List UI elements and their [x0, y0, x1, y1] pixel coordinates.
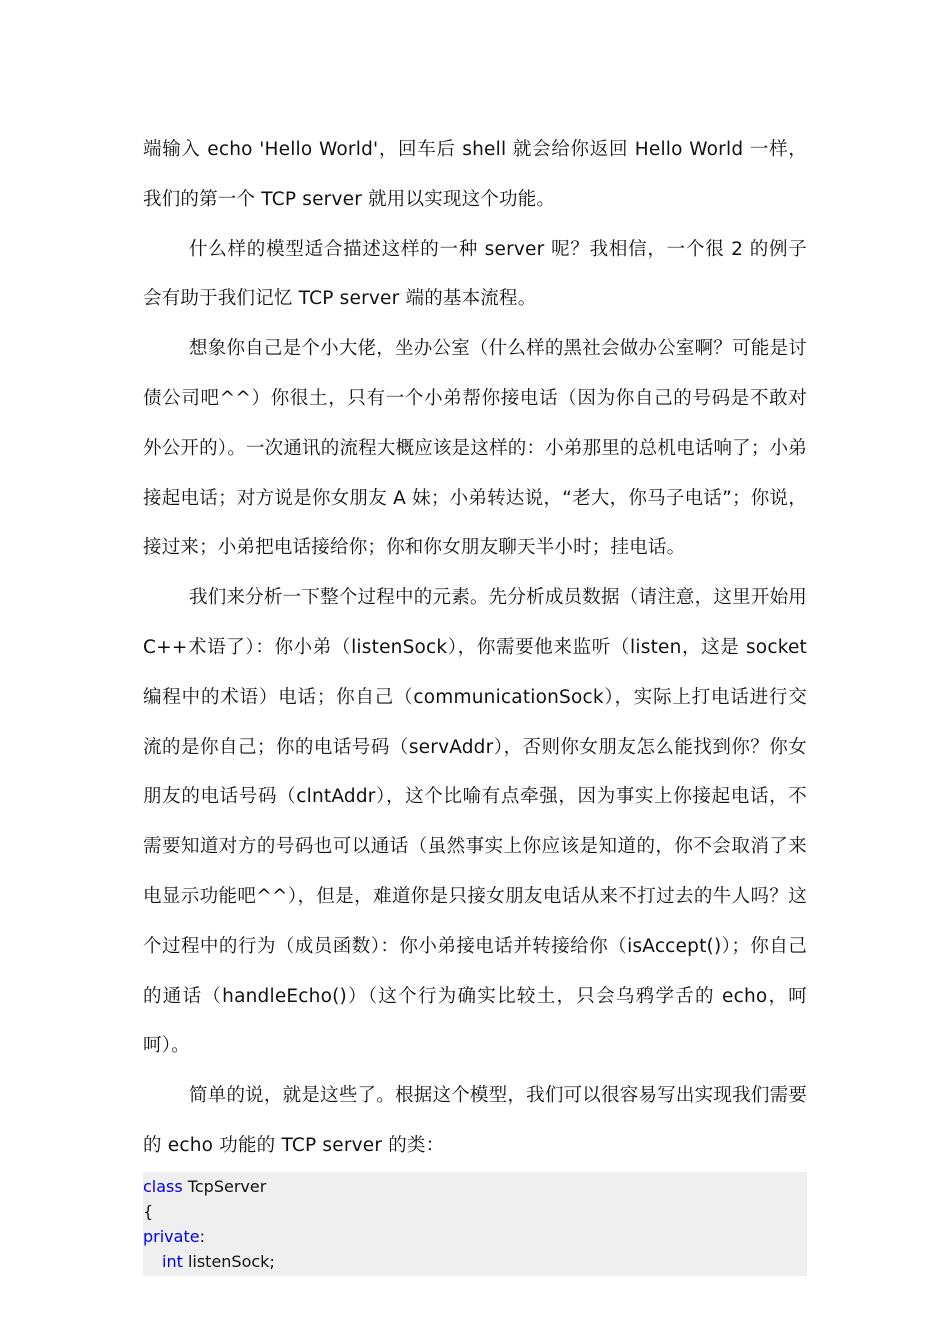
paragraph-summary: 简单的说，就是这些了。根据这个模型，我们可以很容易写出实现我们需要的 echo 功能的 TCP server 的类：: [143, 1085, 807, 1156]
paragraph-boss-analogy: 想象你自己是个小大佬，坐办公室（什么样的黑社会做办公室啊？可能是讨债公司吧^^）你很土，只有一个小弟帮你接电话（因为你自己的号码是不敢对外公开的）。一次通讯的流程大概应该是这样的：小弟那里的总机电话响了；小弟接起电话；对方说是你女朋友 A 妹；小弟转达说，“老大，你马子电话”；你说，接过来；小弟把电话接给你；你和你女朋友聊天半小时；挂电话。: [143, 338, 807, 559]
paragraph-echo-intro: 端输入 echo 'Hello World'，回车后 shell 就会给你返回 Hello World 一样，我们的第一个 TCP server 就用以实现这个功能。: [143, 139, 807, 210]
code-line-open-brace: {: [143, 1201, 154, 1221]
code-line-listen-sock: [143, 1249, 807, 1274]
code-member-listen-sock: listenSock;: [182, 1251, 275, 1271]
code-line-private: [143, 1224, 807, 1249]
code-keyword-private: private: [143, 1226, 200, 1246]
code-block: [143, 1172, 807, 1276]
paragraph-model-question: 什么样的模型适合描述这样的一种 server 呢？我相信，一个很 2 的例子会有助于我们记忆 TCP server 端的基本流程。: [143, 238, 807, 310]
code-line-class: [143, 1174, 807, 1199]
code-keyword-class: class: [143, 1176, 183, 1196]
document-page: [143, 125, 807, 1276]
code-keyword-int: int: [162, 1251, 183, 1271]
code-class-name: TcpServer: [182, 1176, 267, 1196]
paragraph-analysis: 我们来分析一下整个过程中的元素。先分析成员数据（请注意，这里开始用 C++术语了）：你小弟（listenSock），你需要他来监听（listen，这是 socket 编程中的术语）电话；你自己（communicationSock），实际上打电话进行交流的是你自己；你的电话号码（servAddr），否则你女朋友怎么能找到你？你女朋友的电话号码（clntAddr），这个比喻有点牵强，因为事实上你接起电话，不需要知道对方的号码也可以通话（虽然事实上你应该是知道的，你不会取消了来电显示功能吧^^），但是，难道你是只接女朋友电话从来不打过去的牛人吗？这个过程中的行为（成员函数）：你小弟接电话并转接给你（isAccept()）；你自己的通话（handleEcho()）（这个行为确实比较土，只会乌鸦学舌的 echo，呵呵）。: [143, 587, 807, 1057]
code-colon: :: [199, 1226, 205, 1246]
